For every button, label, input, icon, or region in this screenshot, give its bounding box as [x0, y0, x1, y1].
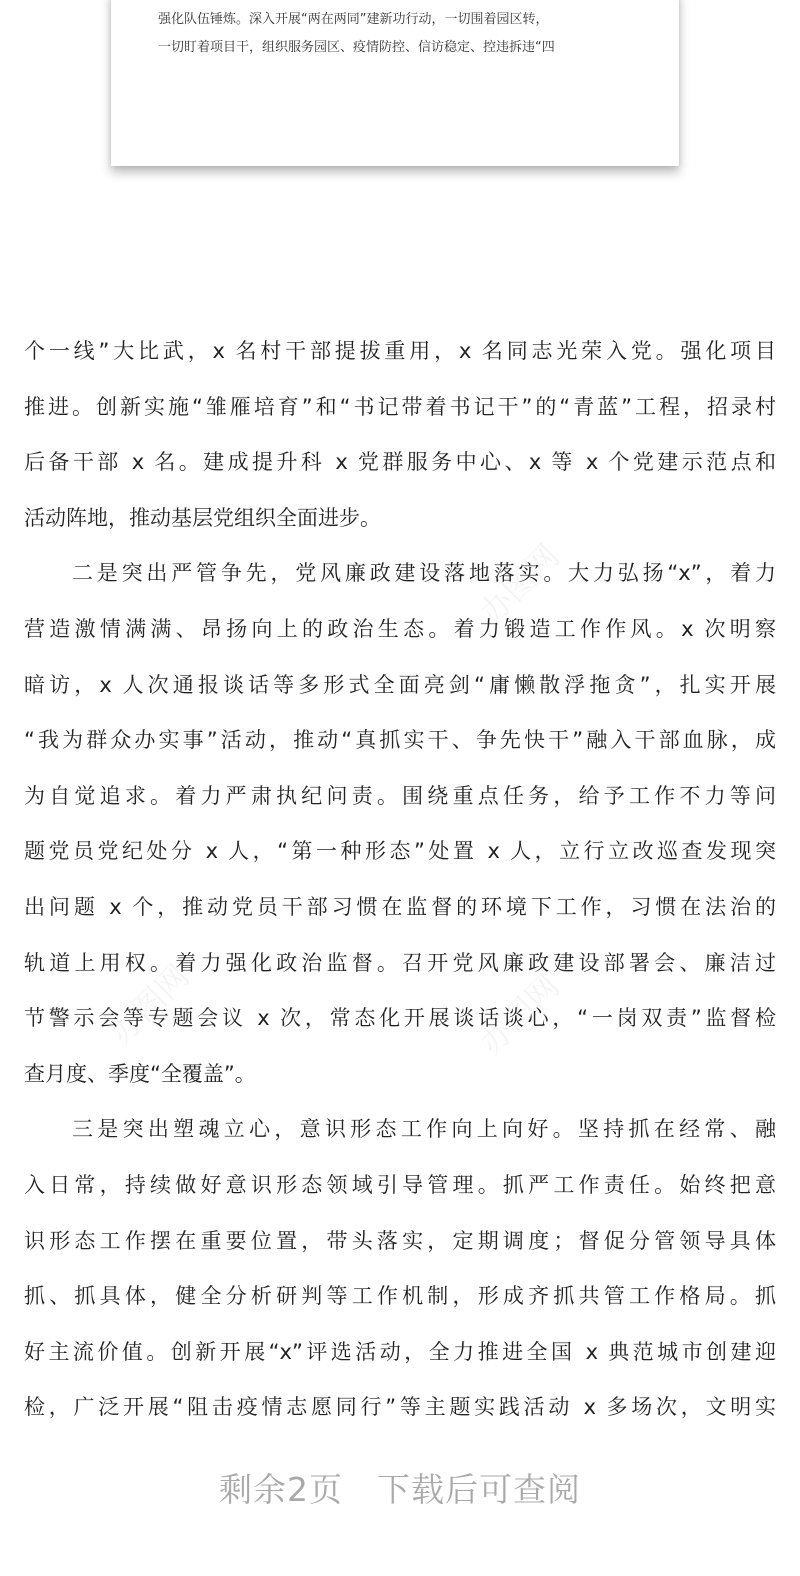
body-line: 为自觉追求。着力严肃执纪问责。围绕重点任务，给予工作不力等问	[24, 783, 776, 808]
download-to-view-remaining[interactable]: 剩余2页 下载后可查阅	[219, 1470, 581, 1509]
body-line: 三是突出塑魂立心，意识形态工作向上向好。坚持抓在经常、融	[72, 1117, 776, 1142]
body-line: 营造激情满满、昂扬向上的政治生态。着力锻造工作作风。x 次明察	[24, 616, 776, 641]
body-line: 轨道上用权。着力强化政治监督。召开党风廉政建设部署会、廉洁过	[24, 950, 776, 975]
body-line: 活动阵地，推动基层党组织全面进步。	[24, 505, 381, 530]
body-line: 暗访，x 人次通报谈话等多形式全面亮剑“庸懒散浮拖贪”，扎实开展	[24, 672, 776, 697]
body-line: 好主流价值。创新开展“x”评选活动，全力推进全国 x 典范城市创建迎	[24, 1339, 776, 1364]
preview-line-1: 强化队伍锤炼。深入开展“两在两同”建新功行动，一切围着园区转，	[158, 12, 549, 27]
body-line: 入日常，持续做好意识形态领域引导管理。抓严工作责任。始终把意	[24, 1172, 776, 1197]
body-line: “我为群众办实事”活动，推动“真抓实干、争先快干”融入干部血脉，成	[24, 728, 776, 753]
preview-line-2: 一切盯着项目干，组织服务园区、疫情防控、信访稳定、控违拆违“四	[158, 40, 555, 55]
body-line: 查月度、季度“全覆盖”。	[24, 1061, 256, 1086]
body-line: 识形态工作摆在重要位置，带头落实，定期调度；督促分管领导具体	[24, 1228, 776, 1253]
body-line: 二是突出严管争先，党风廉政建设落地落实。大力弘扬“x”，着力	[72, 561, 776, 586]
body-line: 后备干部 x 名。建成提升科 x 党群服务中心、x 等 x 个党建示范点和	[24, 450, 776, 475]
document-preview-card	[111, 0, 679, 166]
body-line: 推进。创新实施“雏雁培育”和“书记带着书记干”的“青蓝”工程，招录村	[24, 394, 776, 419]
body-line: 节警示会等专题会议 x 次，常态化开展谈话谈心，“一岗双责”监督检	[24, 1006, 776, 1031]
body-line: 个一线”大比武，x 名村干部提拔重用，x 名同志光荣入党。强化项目	[24, 339, 776, 363]
body-line: 检，广泛开展“阻击疫情志愿同行”等主题实践活动 x 多场次，文明实	[24, 1395, 776, 1420]
body-line: 题党员党纪处分 x 人，“第一种形态”处置 x 人，立行立改巡查发现突	[24, 839, 776, 864]
document-body	[24, 324, 776, 1436]
body-line: 抓、抓具体，健全分析研判等工作机制，形成齐抓共管工作格局。抓	[24, 1284, 776, 1309]
body-line: 出问题 x 个，推动党员干部习惯在监督的环境下工作，习惯在法治的	[24, 894, 776, 919]
